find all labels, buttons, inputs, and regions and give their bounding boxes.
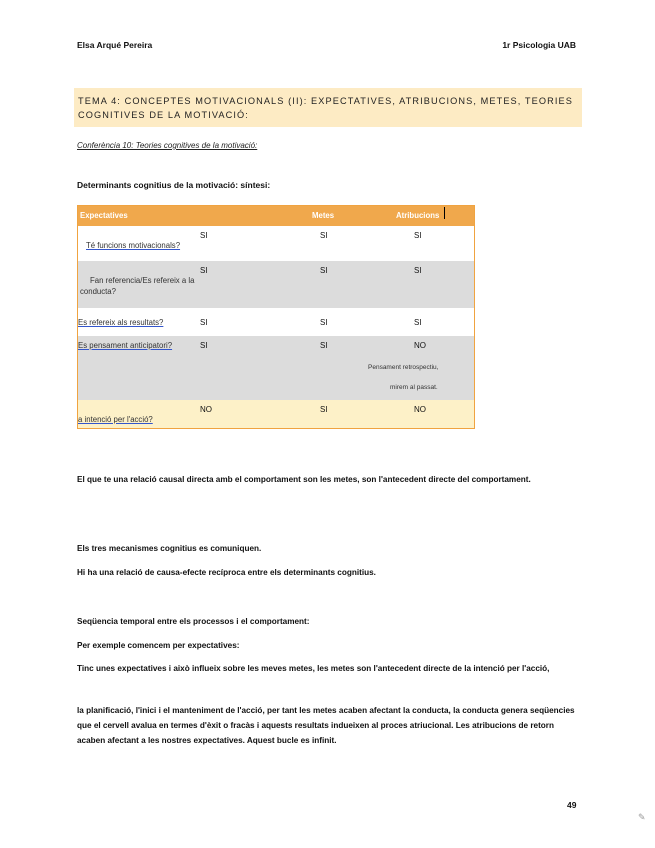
header-atribucions: Atribucions [396, 211, 440, 220]
paragraph-planificacio: la planificació, l'inici i el manteniment de l'acció, per tant les metes acaben afectant la conducta, la conducta genera seqüencies que el cervell avalua en termes d'èxit o fracàs i aquests resultats indueixen al proces atriucional. Les atribucions de retorn acaben afectant a les nostres expectatives. Aquest bucle es infinit. [77, 706, 575, 745]
cell-atribucions: SI [414, 231, 422, 240]
header-course: 1r Psicologia UAB [502, 40, 576, 50]
row-question: Es pensament anticipatori? [78, 341, 173, 350]
header-expectatives: Expectatives [80, 211, 128, 220]
text-cursor [444, 207, 445, 219]
table-row [78, 308, 474, 336]
cell-metes: SI [320, 341, 328, 350]
cell-expectatives: NO [200, 405, 212, 414]
cell-expectatives: SI [200, 266, 208, 275]
cell-note-passat: mirem al passat. [390, 384, 438, 391]
conference-subtitle: Conferència 10: Teories cognitives de la motivació: [77, 141, 258, 150]
cell-metes: SI [320, 318, 328, 327]
page-number: 49 [567, 800, 577, 810]
cell-expectatives: SI [200, 231, 208, 240]
paragraph-expectatives: Tinc unes expectatives i això influeix sobre les meves metes, les metes son l'antecedent directe de la intenció per l'acció, [77, 664, 550, 673]
paragraph-sequencia: Seqüencia temporal entre els processos i el comportament: [77, 617, 310, 626]
cell-atribucions: NO [414, 341, 426, 350]
header-author: Elsa Arqué Pereira [77, 40, 153, 50]
page-title: TEMA 4: CONCEPTES MOTIVACIONALS (II): EXPECTATIVES, ATRIBUCIONS, METES, TEORIES COGNITIVES DE LA MOTIVACIÓ: [78, 96, 573, 120]
paragraph-mecanismes: Els tres mecanismes cognitius es comuniquen. [77, 544, 262, 553]
row-question: Té funcions motivacionals? [86, 241, 181, 250]
cell-note-retrospectiu: Pensament retrospectiu, [368, 364, 439, 371]
row-question: Fan referencia/Es refereix a la conducta? [80, 276, 195, 296]
paragraph-exemple: Per exemple comencem per expectatives: [77, 641, 240, 650]
cell-expectatives: SI [200, 318, 208, 327]
paragraph-causa-efecte: Hi ha una relació de causa-efecte recíproca entre els determinants cognitius. [77, 568, 376, 577]
synthesis-heading: Determinants cognitius de la motivació: síntesi: [77, 180, 271, 190]
pen-cursor-icon: ✎ [638, 812, 646, 822]
cell-atribucions: SI [414, 318, 422, 327]
cell-atribucions: NO [414, 405, 426, 414]
cell-metes: SI [320, 266, 328, 275]
paragraph-metes: El que te una relació causal directa amb el comportament son les metes, son l'antecedent directe del comportament. [77, 475, 531, 484]
header-metes: Metes [312, 211, 335, 220]
determinants-table [77, 205, 475, 429]
table-row [78, 226, 474, 261]
table-row [78, 261, 474, 308]
cell-metes: SI [320, 231, 328, 240]
title-box [74, 88, 582, 127]
table-row [78, 336, 474, 400]
cell-expectatives: SI [200, 341, 208, 350]
cell-metes: SI [320, 405, 328, 414]
cell-atribucions: SI [414, 266, 422, 275]
row-question: a intenció per l'acció? [78, 415, 153, 424]
row-question: Es refereix als resultats? [78, 318, 164, 327]
table-row [78, 400, 474, 428]
table-header-row [78, 206, 474, 226]
